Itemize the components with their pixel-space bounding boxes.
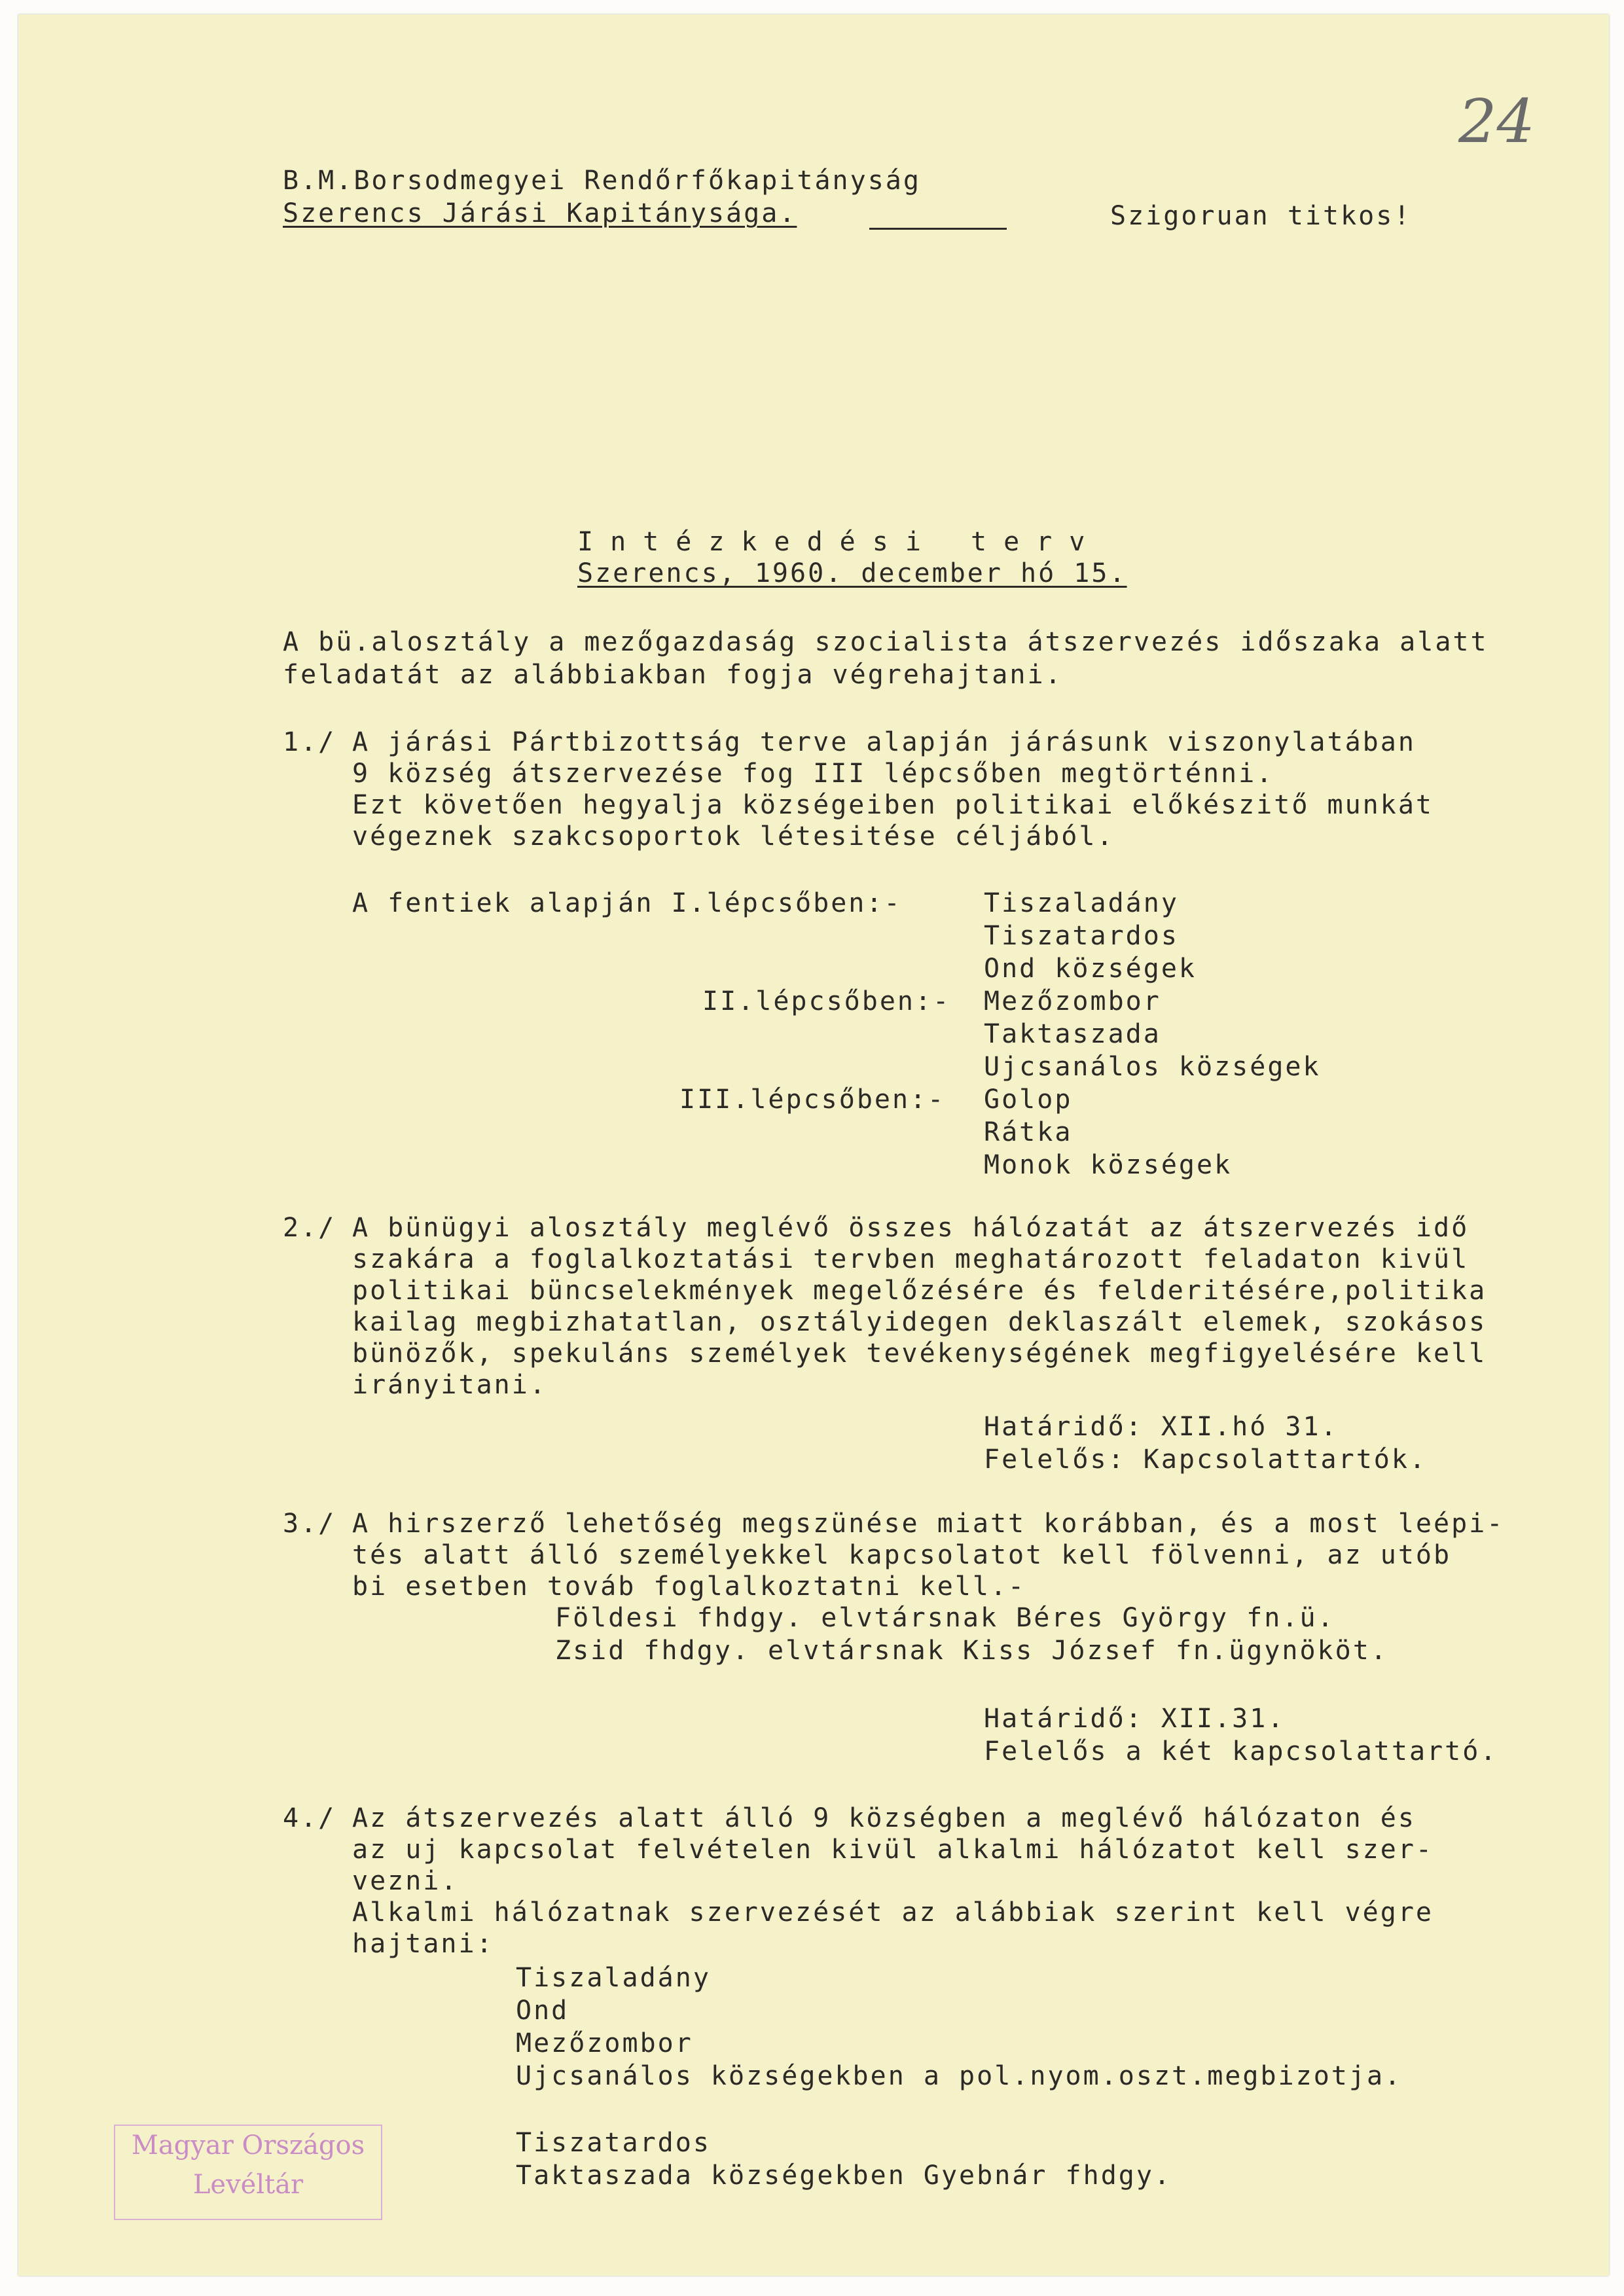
section4-line: Az átszervezés alatt álló 9 községben a meglévő hálózaton és	[352, 1803, 1416, 1833]
section1-line: Ezt követően hegyalja községeiben politikai előkészitő munkát	[352, 790, 1434, 820]
intro-line-1: A bü.alosztály a mezőgazdaság szocialista átszervezés időszaka alatt	[283, 627, 1489, 657]
step3-label: III.lépcsőben:-	[679, 1085, 946, 1115]
section2-number: 2./	[283, 1213, 336, 1243]
archive-stamp	[114, 2125, 382, 2220]
step3-village: Rátka	[984, 1117, 1073, 1147]
section4-number: 4./	[283, 1803, 336, 1833]
section2-line: irányitani.	[352, 1370, 547, 1400]
section1-number: 1./	[283, 727, 336, 757]
section4-group1-item: Tiszaladány	[516, 1963, 711, 1993]
intro-line-2: feladatát az alábbiakban fogja végrehajtani.	[283, 660, 1063, 690]
section4-group1-item: Ujcsanálos községekben a pol.nyom.oszt.megbizotja.	[516, 2061, 1403, 2091]
step1-village: Tiszaladány	[984, 888, 1179, 918]
step1-village: Ond községek	[984, 954, 1197, 984]
section4-line: Alkalmi hálózatnak szervezését az alábbiak szerint kell végre	[352, 1897, 1434, 1928]
section4-line: hajtani:	[352, 1929, 494, 1959]
section2-line: szakára a foglalkoztatási tervben meghatározott feladaton kivül	[352, 1244, 1470, 1274]
header-org-line2: Szerencs Járási Kapitánysága.	[283, 198, 797, 228]
step3-village: Monok községek	[984, 1150, 1233, 1180]
section3-deadline: Határidő: XII.31.	[984, 1704, 1286, 1734]
step1-village: Tiszatardos	[984, 921, 1179, 951]
section1-line: 9 község átszervezése fog III lépcsőben megtörténni.	[352, 759, 1274, 789]
place-and-date: Szerencs, 1960. december hó 15.	[577, 558, 1127, 588]
section3-line: tés alatt álló személyekkel kapcsolatot kell fölvenni, az utób	[352, 1540, 1452, 1570]
section4-group1-item: Mezőzombor	[516, 2028, 693, 2058]
section2-line: politikai büncselekmények megelőzésére és felderitésére,politika	[352, 1276, 1487, 1306]
section3-line: A hirszerző lehetőség megszünése miatt korábban, és a most leépi-	[352, 1509, 1505, 1539]
section2-line: bünözők, spekuláns személyek tevékenységének megfigyelésére kell	[352, 1338, 1487, 1369]
section2-line: kailag megbizhatatlan, osztályidegen deklaszált elemek, szokásos	[352, 1307, 1487, 1337]
section3-number: 3./	[283, 1509, 336, 1539]
stamp-line-1: Magyar Országos	[131, 2130, 365, 2161]
header-org-line1: B.M.Borsodmegyei Rendőrfőkapitányság	[283, 166, 921, 196]
section4-group2-item: Tiszatardos	[516, 2128, 711, 2158]
header-underline	[869, 228, 1007, 230]
page-number: 24	[1458, 86, 1536, 156]
step2-village: Mezőzombor	[984, 986, 1161, 1016]
classification-label: Szigoruan titkos!	[1110, 201, 1412, 231]
section4-group2-item: Taktaszada községekben Gyebnár fhdgy.	[516, 2161, 1172, 2191]
section1-line: végeznek szakcsoportok létesitése céljából.	[352, 821, 1115, 852]
section4-line: az uj kapcsolat felvételen kivül alkalmi hálózatot kell szer-	[352, 1835, 1434, 1865]
section3-line: bi esetben továb foglalkoztatni kell.-	[352, 1571, 1026, 1602]
document-title: Intézkedési terv	[577, 527, 1102, 557]
section4-group1-item: Ond	[516, 1996, 569, 2026]
steps-intro: A fentiek alapján I.lépcsőben:-	[352, 888, 902, 918]
step2-village: Taktaszada	[984, 1019, 1161, 1049]
step3-village: Golop	[984, 1085, 1073, 1115]
section4-line: vezni.	[352, 1866, 459, 1896]
document-page	[18, 14, 1609, 2276]
step2-label: II.lépcsőben:-	[702, 986, 951, 1016]
section1-line: A járási Pártbizottság terve alapján járásunk viszonylatában	[352, 727, 1416, 757]
section3-assignment: Földesi fhdgy. elvtársnak Béres György fn.ü.	[555, 1603, 1335, 1633]
stamp-line-2: Levéltár	[192, 2170, 304, 2200]
section2-deadline: Határidő: XII.hó 31.	[984, 1412, 1339, 1442]
step2-village: Ujcsanálos községek	[984, 1052, 1321, 1082]
section3-assignment: Zsid fhdgy. elvtársnak Kiss József fn.ügynököt.	[555, 1636, 1388, 1666]
section2-line: A bünügyi alosztály meglévő összes hálózatát az átszervezés idő	[352, 1213, 1470, 1243]
section2-responsible: Felelős: Kapcsolattartók.	[984, 1444, 1428, 1475]
section3-responsible: Felelős a két kapcsolattartó.	[984, 1736, 1498, 1767]
